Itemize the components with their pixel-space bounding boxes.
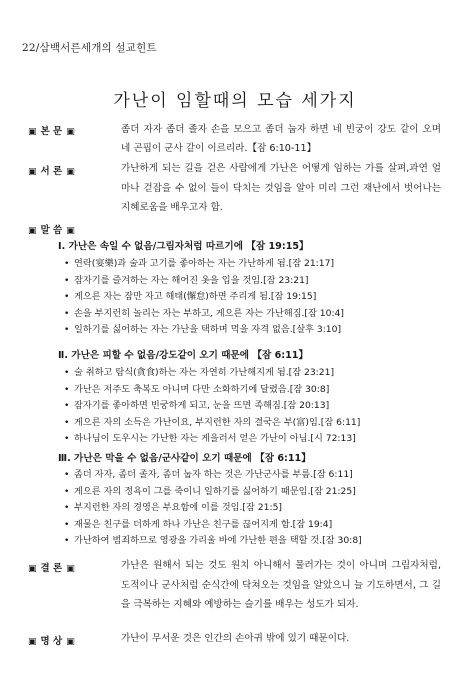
square-mark-icon: ▣	[28, 127, 37, 137]
section-heading-1: Ⅰ. 가난은 속일 수 없음/그림자처럼 따르기에 【잠 19:15】	[58, 241, 309, 252]
conclusion-label: ▣ 결 론 ▣	[28, 563, 75, 574]
list-item: • 잠자기를 좋아하면 빈궁하게 되고, 눈을 뜨면 족해짐.[잠 20:13]	[64, 398, 444, 415]
list-item: • 게으른 자의 정욕이 그를 죽이니 일하기를 싫어하기 때문임.[잠 21:25]	[64, 484, 444, 501]
section-list-1	[64, 256, 444, 339]
list-item: • 게으른 자의 소득은 가난이요, 부지런한 자의 결국은 부(富)임.[잠 6:11]	[64, 415, 444, 432]
list-item: • 좀더 자자, 좀더 졸자, 좀더 눕자 하는 것은 가난군사를 부름.[잠 6:11]	[64, 467, 444, 484]
section-heading-3: Ⅲ. 가난은 막을 수 없음/군사같이 오기 때문에 【잠 6:11】	[58, 453, 311, 464]
bullet-icon: •	[64, 274, 70, 286]
bullet-icon: •	[64, 307, 70, 319]
bullet-icon: •	[64, 400, 70, 412]
square-mark-icon: ▣	[28, 226, 37, 236]
intro-text: 가난하게 되는 길을 걷은 사람에게 가난은 어떻게 임하는 가를 살펴,과연 얼마나 걷잡을 수 없이 들이 닥치는 것임을 알아 미리 그런 재난에서 벗어나는 지혜로움을 배우고자 함.	[121, 163, 441, 213]
bullet-icon: •	[64, 518, 70, 530]
bullet-icon: •	[64, 291, 70, 303]
section-list-2	[64, 365, 444, 448]
bullet-icon: •	[64, 324, 70, 336]
text-passage: 좀더 자자 좀더 졸자 손을 모으고 좀더 눕자 하면 네 빈궁이 강도 같이 오며 네 곤핍이 군사 같이 이르리라.【잠 6:10-11】	[121, 124, 441, 154]
section-list-3	[64, 467, 444, 550]
meditation-label: ▣ 명 상 ▣	[28, 636, 75, 647]
bullet-icon: •	[64, 485, 70, 497]
list-item: • 게으른 자는 잠만 자고 해태(懈怠)하면 주리게 됨.[잠 19:15]	[64, 289, 444, 306]
word-label: ▣ 말 씀 ▣	[28, 225, 75, 236]
list-item: • 잠자기를 즐겨하는 자는 해어진 옷을 입을 것임.[잠 23:21]	[64, 273, 444, 290]
square-mark-icon: ▣	[66, 167, 75, 177]
square-mark-icon: ▣	[66, 226, 75, 236]
square-mark-icon: ▣	[28, 637, 37, 647]
list-item: • 일하기를 싫어하는 자는 가난을 택하며 먹을 자격 없음.[살후 3:10]	[64, 322, 444, 339]
bullet-icon: •	[64, 367, 70, 378]
square-mark-icon: ▣	[28, 167, 37, 177]
page-header: 22/삼백서른세개의 설교힌트	[22, 42, 157, 54]
square-mark-icon: ▣	[28, 564, 37, 574]
meditation-text: 가난이 무서운 것은 인간의 손아귀 밖에 있기 때문이다.	[121, 633, 350, 644]
list-item: • 가난하여 범죄하므로 영광을 가리울 바에 가난한 편을 택할 것.[잠 30:8]	[64, 533, 444, 550]
list-item: • 하나님이 도우시는 가난한 자는 게을러서 얻은 가난이 아님.[시 72:13]	[64, 431, 444, 448]
bullet-icon: •	[64, 416, 70, 428]
bullet-icon: •	[64, 433, 70, 445]
list-item: • 연락(宴樂)과 술과 고기를 좋아하는 자는 가난하게 됨.[잠 21:17]	[64, 256, 444, 273]
page-title: 가난이 임할때의 모습 세가지	[113, 91, 357, 111]
bullet-icon: •	[64, 469, 70, 480]
intro-label: ▣ 서 론 ▣	[28, 166, 75, 177]
text-label: ▣ 본 문 ▣	[28, 126, 75, 137]
square-mark-icon: ▣	[66, 564, 75, 574]
list-item: • 가난은 저주도 축복도 아니며 다만 소화하기에 달렸음.[잠 30:8]	[64, 382, 444, 399]
list-item: • 부지런한 자의 경영은 부요함에 이를 것임.[잠 21:5]	[64, 500, 444, 517]
section-heading-2: Ⅱ. 가난은 피할 수 없음/강도같이 오기 때문에 【잠 6:11】	[58, 350, 309, 361]
list-item: • 술 취하고 탐식(貪食)하는 자는 자연히 가난해지게 됨.[잠 23:21]	[64, 365, 444, 382]
bullet-icon: •	[64, 502, 70, 514]
square-mark-icon: ▣	[66, 127, 75, 137]
bullet-icon: •	[64, 258, 70, 269]
bullet-icon: •	[64, 535, 70, 547]
list-item: • 재물은 친구를 더하게 하나 가난은 친구를 끊어지게 함.[잠 19:4]	[64, 517, 444, 534]
list-item: • 손을 부지런히 놀리는 자는 부하고, 게으른 자는 가난해짐.[잠 10:4]	[64, 306, 444, 323]
conclusion-text: 가난은 원해서 되는 것도 원치 아니해서 물러가는 것이 아니며 그림자처럼, 도적이나 군사처럼 순식간에 닥쳐오는 것임을 알았으니 늘 기도하면서, 그 길을 극복하는 지혜와 예방하는 슬기를 배우는 성도가 되자.	[121, 560, 441, 610]
square-mark-icon: ▣	[66, 637, 75, 647]
bullet-icon: •	[64, 383, 70, 395]
